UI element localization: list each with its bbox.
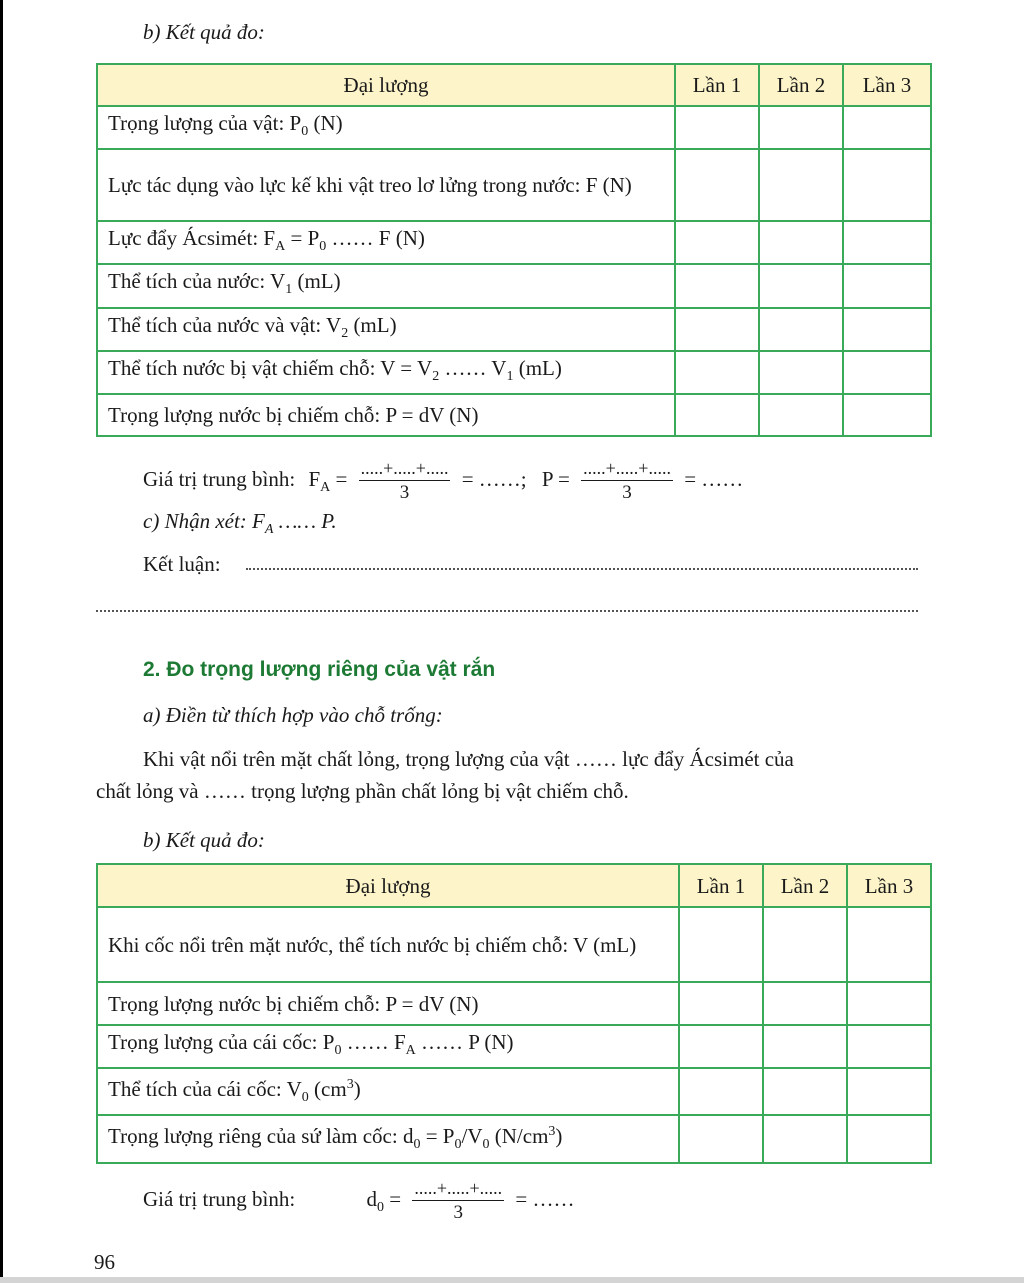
entry-cell[interactable] xyxy=(759,394,843,436)
fraction-d0: $\frac{.....+.....+.....}{3}$ xyxy=(414,1178,503,1224)
row-label: Thể tích của nước và vật: $V_2$ (mL) xyxy=(97,308,675,351)
entry-cell[interactable] xyxy=(843,308,931,351)
average-formula-2: Giá trị trung bình: $d_0$ = $\frac{.....+.....+.....}{3}$ = …… xyxy=(143,1178,575,1224)
entry-cell[interactable] xyxy=(675,149,759,221)
entry-cell[interactable] xyxy=(843,149,931,221)
table-row xyxy=(97,106,931,149)
conclusion-label: Kết luận: xyxy=(143,552,221,576)
table-row xyxy=(97,907,931,982)
entry-cell[interactable] xyxy=(675,221,759,264)
p-result-blank[interactable]: = …… xyxy=(684,467,744,491)
fraction-p: $\frac{.....+.....+.....}{3}$ xyxy=(583,458,671,504)
entry-cell[interactable] xyxy=(847,1115,931,1162)
table-row xyxy=(97,1025,931,1068)
d0-symbol: $d_0$ xyxy=(366,1187,384,1216)
header-trial-3: Lần 3 xyxy=(843,64,931,106)
entry-cell[interactable] xyxy=(679,1115,763,1162)
section-2-title: 2. Đo trọng lượng riêng của vật rắn xyxy=(143,658,496,681)
entry-cell[interactable] xyxy=(679,907,763,982)
fa-result-blank[interactable]: = ……; xyxy=(461,467,527,491)
table-row xyxy=(97,308,931,351)
entry-cell[interactable] xyxy=(679,1025,763,1068)
section-2a-title: a) Điền từ thích hợp vào chỗ trống: xyxy=(143,703,443,727)
header-trial-3: Lần 3 xyxy=(847,864,931,907)
entry-cell[interactable] xyxy=(679,982,763,1025)
entry-cell[interactable] xyxy=(675,106,759,149)
average-formula-1: Giá trị trung bình: $F_A$ = $\frac{.....+.....+.....}{3}$ = ……; P = $\frac{.....+.....+.....}{3}$ = …… xyxy=(143,458,744,504)
table-row xyxy=(97,264,931,307)
fraction-fa: $\frac{.....+.....+.....}{3}$ xyxy=(360,458,449,504)
conclusion-blank-line-2[interactable] xyxy=(96,610,918,612)
entry-cell[interactable] xyxy=(843,106,931,149)
entry-cell[interactable] xyxy=(763,982,847,1025)
header-trial-1: Lần 1 xyxy=(675,64,759,106)
entry-cell[interactable] xyxy=(763,907,847,982)
page-left-edge xyxy=(0,0,3,1283)
entry-cell[interactable] xyxy=(675,394,759,436)
table-row xyxy=(97,221,931,264)
table-row xyxy=(97,1068,931,1115)
section-b2-title: b) Kết quả đo: xyxy=(143,828,265,852)
row-label: Lực tác dụng vào lực kế khi vật treo lơ lửng trong nước: F (N) xyxy=(97,149,675,221)
average-label: Giá trị trung bình: xyxy=(143,1187,296,1211)
entry-cell[interactable] xyxy=(675,308,759,351)
entry-cell[interactable] xyxy=(843,394,931,436)
entry-cell[interactable] xyxy=(847,982,931,1025)
entry-cell[interactable] xyxy=(759,106,843,149)
fa-symbol: $F_A$ xyxy=(308,467,331,496)
header-quantity: Đại lượng xyxy=(97,64,675,106)
header-trial-2: Lần 2 xyxy=(759,64,843,106)
d0-result-blank[interactable]: = …… xyxy=(515,1187,575,1211)
fill-in-sentence-line-1: Khi vật nổi trên mặt chất lỏng, trọng lượng của vật …… lực đẩy Ácsimét của xyxy=(143,747,794,771)
entry-cell[interactable] xyxy=(843,351,931,394)
table-row xyxy=(97,149,931,221)
entry-cell[interactable] xyxy=(847,907,931,982)
entry-cell[interactable] xyxy=(847,1068,931,1115)
fill-in-sentence-line-2: chất lỏng và …… trọng lượng phần chất lỏng bị vật chiếm chỗ. xyxy=(96,779,629,803)
entry-cell[interactable] xyxy=(759,308,843,351)
table-row xyxy=(97,1115,931,1162)
table-row xyxy=(97,982,931,1025)
entry-cell[interactable] xyxy=(847,1025,931,1068)
page-number: 96 xyxy=(94,1250,115,1274)
row-label: Thể tích của nước: $V_1$ (mL) xyxy=(97,264,675,307)
row-label: Lực đẩy Ácsimét: $F_A = P_0$ …… F (N) xyxy=(97,221,675,264)
entry-cell[interactable] xyxy=(763,1115,847,1162)
entry-cell[interactable] xyxy=(675,264,759,307)
average-label: Giá trị trung bình: xyxy=(143,467,296,491)
row-label: Trọng lượng của cái cốc: $P_0$ …… $F_A$ …… P (N) xyxy=(97,1025,679,1068)
p-symbol: P = xyxy=(541,467,570,491)
row-label: Khi cốc nổi trên mặt nước, thể tích nước bị chiếm chỗ: V (mL) xyxy=(97,907,679,982)
header-trial-1: Lần 1 xyxy=(679,864,763,907)
section-b1-title: b) Kết quả đo: xyxy=(143,20,265,44)
entry-cell[interactable] xyxy=(675,351,759,394)
remark-line: c) Nhận xét: $F_A$ …… P. xyxy=(143,509,337,538)
entry-cell[interactable] xyxy=(843,221,931,264)
measurement-table-2 xyxy=(96,863,932,1164)
entry-cell[interactable] xyxy=(763,1068,847,1115)
entry-cell[interactable] xyxy=(679,1068,763,1115)
conclusion-blank-line-1[interactable] xyxy=(246,568,918,570)
row-label: Trọng lượng riêng của sứ làm cốc: $d_0 = P_0/V_0$ $(N/cm^3)$ xyxy=(97,1115,679,1162)
entry-cell[interactable] xyxy=(759,149,843,221)
row-label: Trọng lượng nước bị chiếm chỗ: P = dV (N) xyxy=(97,394,675,436)
entry-cell[interactable] xyxy=(759,351,843,394)
page-bottom-edge xyxy=(0,1277,1024,1283)
row-label: Thể tích của cái cốc: $V_0$ $(cm^3)$ xyxy=(97,1068,679,1115)
measurement-table-1 xyxy=(96,63,932,437)
entry-cell[interactable] xyxy=(759,221,843,264)
entry-cell[interactable] xyxy=(763,1025,847,1068)
entry-cell[interactable] xyxy=(759,264,843,307)
row-label: Trọng lượng nước bị chiếm chỗ: P = dV (N) xyxy=(97,982,679,1025)
table-row xyxy=(97,394,931,436)
row-label: Thể tích nước bị vật chiếm chỗ: $V = V_2$ …… $V_1$ (mL) xyxy=(97,351,675,394)
table-row xyxy=(97,351,931,394)
header-quantity: Đại lượng xyxy=(97,864,679,907)
header-trial-2: Lần 2 xyxy=(763,864,847,907)
entry-cell[interactable] xyxy=(843,264,931,307)
row-label: Trọng lượng của vật: $P_0$ (N) xyxy=(97,106,675,149)
